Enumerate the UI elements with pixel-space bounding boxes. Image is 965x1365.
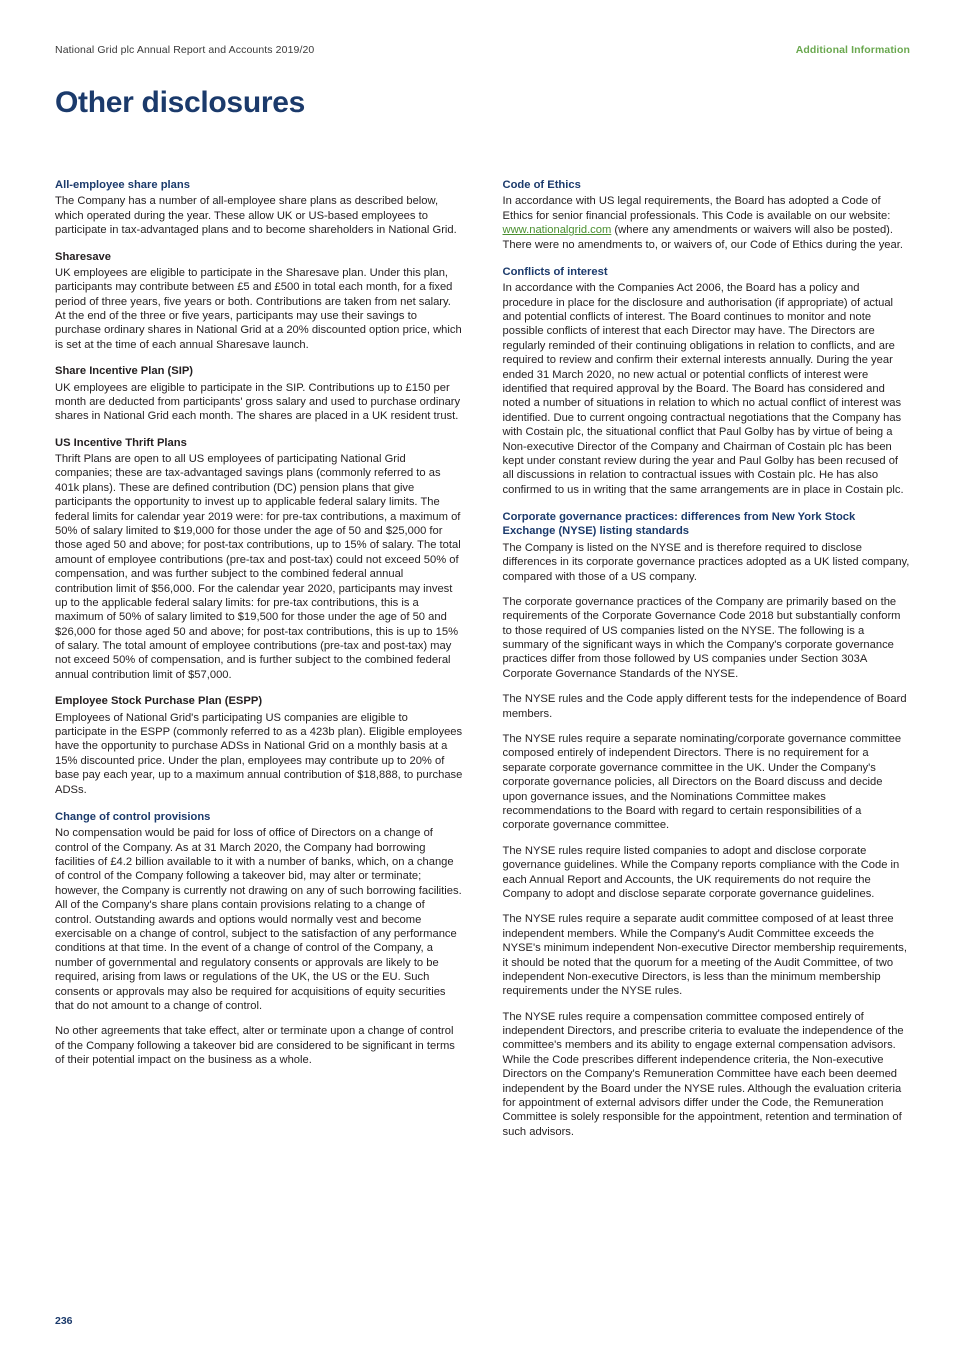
right-column: [503, 178, 911, 1139]
left-column: [55, 178, 463, 1139]
us-incentive-thrift-plans: US Incentive Thrift Plans: [55, 436, 187, 449]
page-header: [55, 44, 910, 56]
all-employee-share-plans-body: The Company has a number of all-employee share plans as described below, which operated during the year. These allow UK or US-based employees to participate in tax-advantaged plans and to become shareholders in National Grid.: [55, 195, 457, 237]
page-title: Other disclosures: [55, 86, 305, 120]
corporate-governance-body-2: The corporate governance practices of the Company are primarily based on the requirements of the Corporate Governance Code 2018 but substantially conform to those required of US companies listed on the NYSE. The following is a summary of the significant ways in which the Company's corporate governance practices differ from those followed by US companies under Section 303A Corporate Governance Standards of the NYSE.: [502, 595, 901, 680]
corporate-governance-body-7: The NYSE rules require a compensation committee composed entirely of independent Directors, and prescribe criteria to evaluate the independence of the committee's members and its ability to engage external compensation advisors. While the Code prescribes different independence criteria, the Non-executive Directors on the Company's Remuneration Committee have each been deemed independent by the Board under the NYSE rules. Although the evaluation criteria for appointment of external advisors differ under the Code, the Remuneration Committee is solely responsible for the appointment, retention and termination of such advisors.: [502, 1010, 904, 1138]
code-of-ethics-body: [503, 194, 911, 252]
corporate-governance-body-5: The NYSE rules require listed companies to adopt and disclose corporate governance guidelines. While the Company reports compliance with the Code in each Annual Report and Accounts, the UK requirements do not require the Company to adopt and disclose separate corporate governance guidelines.: [502, 844, 900, 900]
corporate-governance-body-6: The NYSE rules require a separate audit committee composed of at least three independent members. While the Company's Audit Committee exceeds the NYSE's minimum independent Non-executive Director membership requirements, it should be noted that the quorum for a meeting of the Audit Committee, of two independent Non-executive Directors, is less than the minimum membership requirements under the NYSE rules.: [502, 913, 907, 998]
page-number: 236: [55, 1315, 73, 1327]
corporate-governance-practices: Corporate governance practices: differences from New York Stock Exchange (NYSE) listing standards: [502, 511, 856, 538]
sharesave: Sharesave: [55, 250, 111, 263]
change-of-control-body-1: No compensation would be paid for loss of office of Directors on a change of control of the Company. As at 31 March 2020, the Company had borrowing facilities of £4.2 billion available to it with a number of banks, which, on a change of control of the Company following a takeover bid, may alter or terminate; however, the Company is currently not drawing on any of such borrowing facilities. All of the Company's share plans contain provisions relating to a change of control. Outstanding awards and options would normally vest and become exercisable on a change of control, subject to the satisfaction of any performance conditions at that time. In the event of a change of control of the Company, a number of governmental and regulatory consents or approvals are likely to be required, arising from laws or regulations of the UK, the US or the EU. Such consents or approvals may also be required for acquisitions of equity securities that do not amount to a change of control.: [55, 827, 462, 1012]
share-incentive-plan: Share Incentive Plan (SIP): [55, 365, 194, 378]
corporate-governance-body-1: The Company is listed on the NYSE and is therefore required to disclose differences in its corporate governance practices adopted as a UK listed company, compared with those of a US company.: [502, 541, 910, 583]
sharesave-body: UK employees are eligible to participate in the Sharesave plan. Under this plan, participants may contribute between £5 and £500 in total each month, for a fixed period of three years, five years or both. Contributions are taken from net salary. At the end of the three or five years, participants may use their savings to purchase ordinary shares in National Grid at a 20% discounted option price, which is set at the time of each annual Sharesave launch.: [55, 266, 462, 351]
website-link[interactable]: www.nationalgrid.com: [502, 224, 612, 237]
employee-stock-purchase-plan: Employee Stock Purchase Plan (ESPP): [55, 695, 263, 708]
header-report-title: National Grid plc Annual Report and Accounts 2019/20: [55, 44, 315, 56]
employee-stock-purchase-plan-body: Employees of National Grid's participating US companies are eligible to participate in the ESPP (commonly referred to as a 423b plan). Eligible employees have the opportunity to purchase ADSs in National Grid on a monthly basis at a 15% discounted price. Under the plan, employees may contribute up to 20% of base pay each year, up to a maximum annual contribution of $18,888, to purchase ADSs.: [55, 711, 463, 796]
corporate-governance-body-4: The NYSE rules require a separate nominating/corporate governance committee composed entirely of independent Directors. There is no requirement for a separate corporate governance committee in the UK. Under the Company's corporate governance policies, all Directors on the Board discuss and decide upon governance issues, and the Nominations Committee makes recommendations to the Board with regard to certain responsibilities of a corporate governance committee.: [502, 733, 902, 832]
share-incentive-plan-body: UK employees are eligible to participate in the SIP. Contributions up to £150 per month are deducted from participants' gross salary and used to purchase ordinary shares in National Grid each month. The shares are placed in a UK resident trust.: [55, 381, 461, 423]
change-of-control-body-2: No other agreements that take effect, alter or terminate upon a change of control of the Company following a takeover bid are considered to be significant in terms of their potential impact on the business as a whole.: [55, 1025, 455, 1067]
conflicts-of-interest-body: In accordance with the Companies Act 2006, the Board has a policy and procedure in place for the disclosure and authorisation (if appropriate) of actual and potential conflicts of interest. The Board continues to monitor and note possible conflicts of interest that each Director may have. The Directors are regularly reminded of their continuing obligations in relation to conflicts, and are required to review and confirm their external interests annually. During the year ended 31 March 2020, no new actual or potential conflicts of interest were identified that required approval by the Board. The Board has considered and noted a number of situations in relation to which no actual conflict of interest was identified. Due to current ongoing contractual negotiations that the Company has with Costain plc, the situational conflict that Paul Golby has by virtue of being a Non-executive Director of the Company and Chairman of Costain plc has been kept under constant review during the year and Paul Golby has been recused of all discussions in relation to contractual issues with Costain plc. He has also confirmed to us in writing that the same arrangements are in place in Costain plc.: [502, 282, 904, 496]
corporate-governance-body-3: The NYSE rules and the Code apply different tests for the independence of Board members.: [502, 693, 907, 720]
body-columns: [55, 178, 910, 1139]
change-of-control-provisions: Change of control provisions: [55, 810, 211, 823]
conflicts-of-interest: Conflicts of interest: [502, 265, 608, 278]
code-of-ethics: Code of Ethics: [502, 179, 581, 191]
code-of-ethics-body-text-after: (where any amendments or waivers will also be posted). There were no amendments to, or waivers of, our Code of Ethics during the year.: [502, 224, 903, 251]
header-section-label: Additional Information: [795, 44, 910, 56]
us-incentive-thrift-plans-body: Thrift Plans are open to all US employees of participating National Grid companies; these are tax-advantaged savings plans (commonly referred to as 401k plans). These are defined contribution (DC) pension plans that give participants the opportunity to invest up to applicable federal salary limits. The federal limits for calendar year 2019 were: for pre-tax contributions, a maximum of 50% of salary limited to $19,000 for those under the age of 50 and $25,000 for those aged 50 and above; for post-tax contributions, up to 15% of salary. The total amount of employee contributions (pre-tax and post-tax) could not exceed 50% of compensation, and was further subject to the combined federal annual contribution limit of $56,000. For the calendar year 2020, participants may invest up to the applicable federal salary limits: for pre-tax contributions, this is a maximum of 50% of salary limited to $19,500 for those under the age of 50 and $26,000 for those aged 50 and above; for post-tax contributions, this is up to 15% of salary. The total amount of employee contributions (pre-tax and post-tax) may not exceed 50% of compensation, and is further subject to the combined federal annual contribution limit of $57,000.: [55, 453, 461, 681]
all-employee-share-plans: All-employee share plans: [55, 179, 190, 191]
code-of-ethics-body-text-before: In accordance with US legal requirements, the Board has adopted a Code of Ethics for senior financial professionals. This Code is available on our website:: [502, 195, 891, 222]
